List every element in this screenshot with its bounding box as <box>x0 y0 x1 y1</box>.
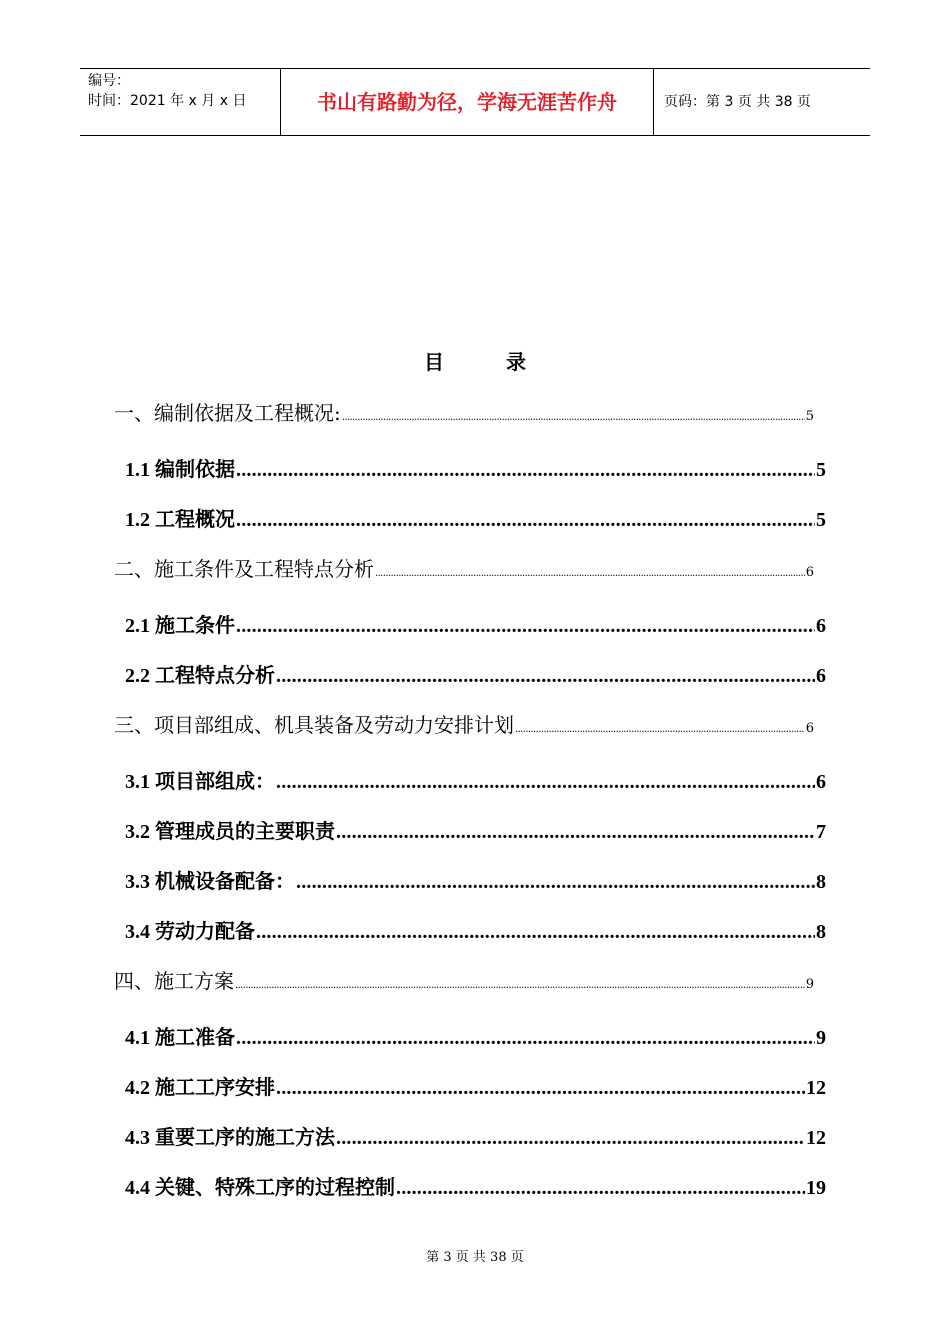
toc-entry-label: 3.3 机械设备配备： <box>125 871 295 893</box>
toc-entry-section-2[interactable] <box>114 553 814 582</box>
toc-entry-label: 三、项目部组成、机具装备及劳动力安排计划 <box>114 713 514 737</box>
toc-entry-page: 12 <box>806 1127 826 1149</box>
leader-dots <box>396 1177 805 1200</box>
toc-entry-label: 4.3 重要工序的施工方法 <box>125 1127 335 1149</box>
leader-dots <box>336 821 815 844</box>
leader-dots <box>276 1077 805 1100</box>
toc-entry-3-1[interactable] <box>125 765 826 794</box>
document-date-label: 时间：2021 年 x 月 x 日 <box>88 93 247 109</box>
toc-entry-page: 19 <box>806 1177 826 1199</box>
toc-entry-label: 1.1 编制依据 <box>125 459 235 481</box>
toc-entry-3-3[interactable] <box>125 865 826 894</box>
toc-entry-label: 1.2 工程概况 <box>125 509 235 531</box>
toc-entry-page: 6 <box>816 665 826 687</box>
toc-entry-section-3[interactable] <box>114 709 814 738</box>
toc-entry-page: 5 <box>816 459 826 481</box>
toc-entry-page: 6 <box>816 615 826 637</box>
leader-dots <box>236 1027 815 1050</box>
page-header <box>80 68 870 136</box>
toc-entry-3-2[interactable] <box>125 815 826 844</box>
toc-entry-3-4[interactable] <box>125 915 826 944</box>
toc-entry-section-1[interactable] <box>114 397 814 426</box>
toc-entry-page: 9 <box>805 977 814 992</box>
leader-dots <box>336 1127 805 1150</box>
document-number-label: 编号： <box>88 73 130 89</box>
header-meta <box>80 69 281 135</box>
toc-entry-4-2[interactable] <box>125 1071 826 1100</box>
leader-dots <box>236 615 815 638</box>
toc-entry-1-1[interactable] <box>125 453 826 482</box>
toc-entry-label: 4.2 施工工序安排 <box>125 1077 275 1099</box>
toc-entry-page: 7 <box>816 821 826 843</box>
leader-dots <box>342 412 805 423</box>
toc-entry-1-2[interactable] <box>125 503 826 532</box>
toc-entry-page: 5 <box>816 509 826 531</box>
toc-entry-label: 一、编制依据及工程概况: <box>114 401 341 425</box>
toc-entry-label: 2.2 工程特点分析 <box>125 665 275 687</box>
toc-entry-4-3[interactable] <box>125 1121 826 1150</box>
toc-entry-label: 3.1 项目部组成： <box>125 771 275 793</box>
leader-dots <box>236 459 815 482</box>
header-motto: 书山有路勤为径，学海无涯苦作舟 <box>281 69 654 135</box>
toc-entry-label: 3.2 管理成员的主要职责 <box>125 821 335 843</box>
toc-entry-label: 2.1 施工条件 <box>125 615 235 637</box>
toc-entry-4-1[interactable] <box>125 1021 826 1050</box>
header-page-label: 页码：第 3 页 共 38 页 <box>664 94 811 110</box>
page-footer: 第 3 页 共 38 页 <box>426 1250 524 1265</box>
leader-dots <box>276 665 815 688</box>
toc-entry-4-4[interactable] <box>125 1171 826 1200</box>
toc-entry-2-2[interactable] <box>125 659 826 688</box>
leader-dots <box>276 771 815 794</box>
toc-entry-label: 二、施工条件及工程特点分析 <box>114 557 374 581</box>
toc-entry-page: 5 <box>805 409 814 424</box>
leader-dots <box>235 980 805 991</box>
toc-entry-2-1[interactable] <box>125 609 826 638</box>
leader-dots <box>515 724 805 735</box>
leader-dots <box>375 568 805 579</box>
toc-entry-page: 6 <box>816 771 826 793</box>
leader-dots <box>256 921 815 944</box>
toc-entry-section-4[interactable] <box>114 965 814 994</box>
toc-entry-page: 6 <box>805 721 814 736</box>
toc-entry-page: 8 <box>816 921 826 943</box>
toc-title-right: 录 <box>506 350 526 374</box>
toc-entry-page: 12 <box>806 1077 826 1099</box>
toc-entry-label: 4.1 施工准备 <box>125 1027 235 1049</box>
toc-entry-page: 9 <box>816 1027 826 1049</box>
toc-title <box>0 346 950 375</box>
toc-entry-page: 6 <box>805 565 814 580</box>
leader-dots <box>296 871 815 894</box>
toc-entry-label: 4.4 关键、特殊工序的过程控制 <box>125 1177 395 1199</box>
toc-entry-label: 四、施工方案 <box>114 969 234 993</box>
toc-title-left: 目 <box>424 350 444 374</box>
toc-entry-label: 3.4 劳动力配备 <box>125 921 255 943</box>
toc-entry-page: 8 <box>816 871 826 893</box>
leader-dots <box>236 509 815 532</box>
